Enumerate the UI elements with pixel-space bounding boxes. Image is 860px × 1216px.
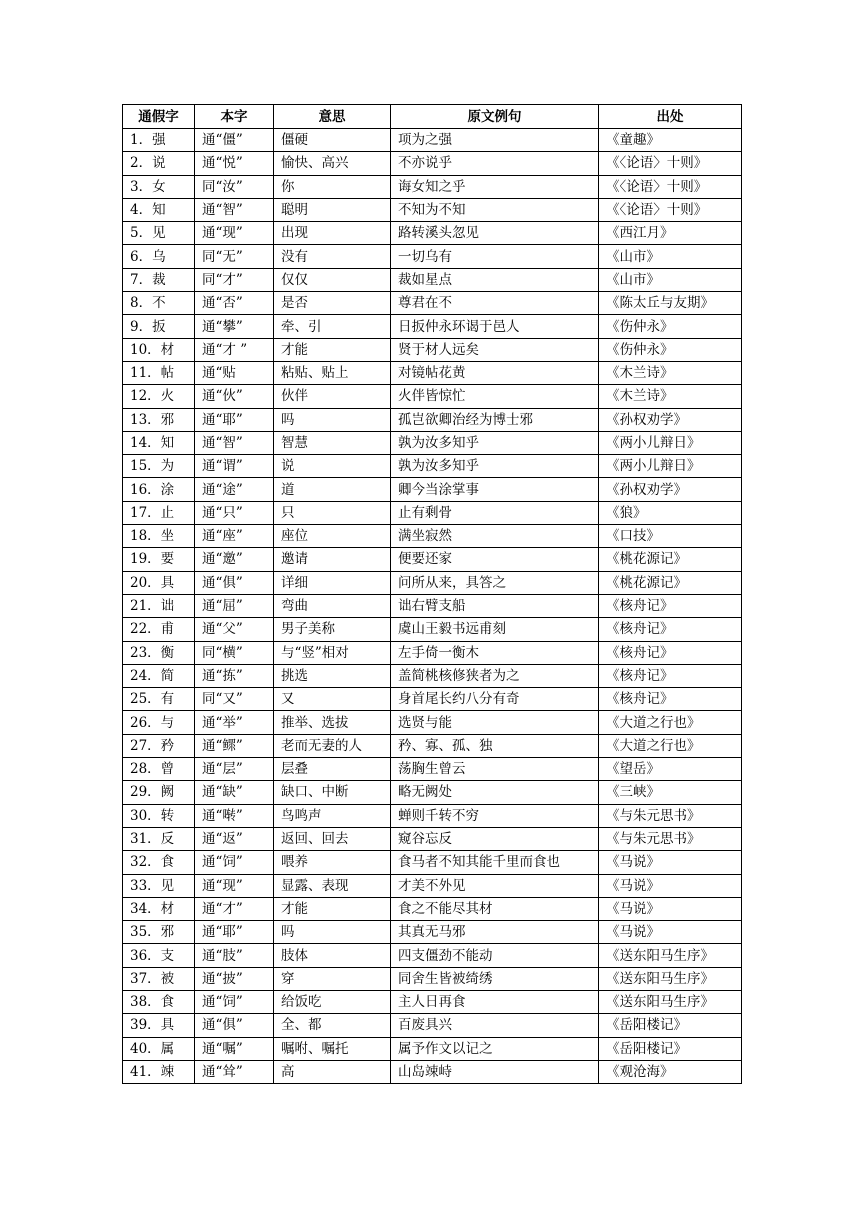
cell-source: 《岳阳楼记》 <box>599 1037 742 1060</box>
cell-meaning: 鸟鸣声 <box>274 804 391 827</box>
cell-meaning: 智慧 <box>274 431 391 454</box>
cell-example: 左手倚一衡木 <box>391 641 599 664</box>
table-row <box>123 478 742 501</box>
cell-source: 《狼》 <box>599 501 742 524</box>
table-row <box>123 827 742 850</box>
cell-example: 盖简桃核修狭者为之 <box>391 664 599 687</box>
cell-meaning: 详细 <box>274 571 391 594</box>
cell-benzi: 通“僵” <box>195 129 274 152</box>
table-row <box>123 268 742 291</box>
cell-source: 《孙权劝学》 <box>599 478 742 501</box>
cell-example: 同舍生皆被绮绣 <box>391 967 599 990</box>
cell-example: 食马者不知其能千里而食也 <box>391 851 599 874</box>
cell-meaning: 缺口、中断 <box>274 781 391 804</box>
cell-tongjiazi: 17．止 <box>123 501 195 524</box>
cell-source: 《两小儿辩日》 <box>599 455 742 478</box>
cell-source: 《两小儿辩日》 <box>599 431 742 454</box>
cell-example: 不知为不知 <box>391 198 599 221</box>
cell-tongjiazi: 29．阙 <box>123 781 195 804</box>
cell-benzi: 通“俱” <box>195 1014 274 1037</box>
cell-source: 《木兰诗》 <box>599 361 742 384</box>
cell-tongjiazi: 22．甫 <box>123 618 195 641</box>
header-tongjiazi: 通假字 <box>123 105 195 129</box>
cell-source: 《伤仲永》 <box>599 338 742 361</box>
table-row <box>123 548 742 571</box>
cell-tongjiazi: 24．简 <box>123 664 195 687</box>
cell-tongjiazi: 16．涂 <box>123 478 195 501</box>
cell-meaning: 聪明 <box>274 198 391 221</box>
cell-tongjiazi: 20．具 <box>123 571 195 594</box>
table-row <box>123 525 742 548</box>
cell-tongjiazi: 4．知 <box>123 198 195 221</box>
cell-example: 食之不能尽其材 <box>391 897 599 920</box>
cell-meaning: 推举、选拔 <box>274 711 391 734</box>
cell-tongjiazi: 10．材 <box>123 338 195 361</box>
table-row <box>123 1037 742 1060</box>
table-row <box>123 408 742 431</box>
cell-benzi: 通“鳏” <box>195 734 274 757</box>
cell-benzi: 通“智” <box>195 431 274 454</box>
cell-benzi: 通“啭” <box>195 804 274 827</box>
table-row <box>123 1014 742 1037</box>
cell-example: 才美不外见 <box>391 874 599 897</box>
cell-meaning: 才能 <box>274 338 391 361</box>
table-row <box>123 501 742 524</box>
cell-source: 《马说》 <box>599 874 742 897</box>
cell-example: 孤岂欲卿治经为博士邪 <box>391 408 599 431</box>
table-row <box>123 175 742 198</box>
table-row <box>123 781 742 804</box>
table-header-row <box>123 105 742 129</box>
cell-example: 火伴皆惊忙 <box>391 385 599 408</box>
table-row <box>123 245 742 268</box>
header-example: 原文例句 <box>391 105 599 129</box>
cell-source: 《核舟记》 <box>599 688 742 711</box>
cell-tongjiazi: 18．坐 <box>123 525 195 548</box>
cell-example: 项为之强 <box>391 129 599 152</box>
cell-meaning: 嘱咐、嘱托 <box>274 1037 391 1060</box>
cell-meaning: 穿 <box>274 967 391 990</box>
cell-meaning: 道 <box>274 478 391 501</box>
cell-benzi: 同“才” <box>195 268 274 291</box>
cell-source: 《与朱元思书》 <box>599 804 742 827</box>
cell-benzi: 同“无” <box>195 245 274 268</box>
cell-example: 身首尾长约八分有奇 <box>391 688 599 711</box>
table-row <box>123 734 742 757</box>
table-row <box>123 944 742 967</box>
cell-meaning: 才能 <box>274 897 391 920</box>
cell-meaning: 肢体 <box>274 944 391 967</box>
cell-source: 《三峡》 <box>599 781 742 804</box>
table-row <box>123 385 742 408</box>
cell-meaning: 座位 <box>274 525 391 548</box>
cell-tongjiazi: 31．反 <box>123 827 195 850</box>
table-row <box>123 152 742 175</box>
cell-source: 《木兰诗》 <box>599 385 742 408</box>
cell-source: 《送东阳马生序》 <box>599 990 742 1013</box>
cell-benzi: 通“层” <box>195 758 274 781</box>
table-row <box>123 758 742 781</box>
cell-benzi: 通“攀” <box>195 315 274 338</box>
cell-benzi: 通“否” <box>195 292 274 315</box>
cell-tongjiazi: 12．火 <box>123 385 195 408</box>
table-row <box>123 688 742 711</box>
table-row <box>123 874 742 897</box>
table-row <box>123 198 742 221</box>
cell-example: 主人日再食 <box>391 990 599 1013</box>
cell-example: 虞山王毅书远甫刻 <box>391 618 599 641</box>
cell-tongjiazi: 14．知 <box>123 431 195 454</box>
cell-tongjiazi: 2．说 <box>123 152 195 175</box>
cell-source: 《大道之行也》 <box>599 711 742 734</box>
cell-tongjiazi: 27．矜 <box>123 734 195 757</box>
cell-tongjiazi: 25．有 <box>123 688 195 711</box>
cell-tongjiazi: 33．见 <box>123 874 195 897</box>
table-row <box>123 571 742 594</box>
cell-tongjiazi: 3．女 <box>123 175 195 198</box>
cell-meaning: 仅仅 <box>274 268 391 291</box>
cell-tongjiazi: 15．为 <box>123 455 195 478</box>
table-body <box>123 129 742 1084</box>
cell-source: 《孙权劝学》 <box>599 408 742 431</box>
cell-tongjiazi: 9．扳 <box>123 315 195 338</box>
cell-tongjiazi: 1．强 <box>123 129 195 152</box>
cell-source: 《伤仲永》 <box>599 315 742 338</box>
cell-tongjiazi: 37．被 <box>123 967 195 990</box>
cell-tongjiazi: 40．属 <box>123 1037 195 1060</box>
cell-example: 百废具兴 <box>391 1014 599 1037</box>
cell-example: 诲女知之乎 <box>391 175 599 198</box>
cell-meaning: 喂养 <box>274 851 391 874</box>
header-source: 出处 <box>599 105 742 129</box>
cell-meaning: 挑选 <box>274 664 391 687</box>
cell-source: 《岳阳楼记》 <box>599 1014 742 1037</box>
table-row <box>123 338 742 361</box>
cell-source: 《陈太丘与友期》 <box>599 292 742 315</box>
header-benzi: 本字 <box>195 105 274 129</box>
table-row <box>123 711 742 734</box>
cell-meaning: 愉快、高兴 <box>274 152 391 175</box>
table-row <box>123 804 742 827</box>
cell-meaning: 全、都 <box>274 1014 391 1037</box>
table-row <box>123 431 742 454</box>
tongjiazi-table <box>122 104 742 1084</box>
table-row <box>123 897 742 920</box>
cell-example: 贤于材人远矣 <box>391 338 599 361</box>
cell-example: 蝉则千转不穷 <box>391 804 599 827</box>
cell-source: 《〈论语〉十则》 <box>599 152 742 175</box>
cell-benzi: 通“才” <box>195 897 274 920</box>
cell-source: 《核舟记》 <box>599 664 742 687</box>
cell-benzi: 通“耶” <box>195 408 274 431</box>
cell-benzi: 通“父” <box>195 618 274 641</box>
table-row <box>123 618 742 641</box>
cell-source: 《送东阳马生序》 <box>599 944 742 967</box>
cell-source: 《童趣》 <box>599 129 742 152</box>
cell-benzi: 通“现” <box>195 874 274 897</box>
cell-tongjiazi: 23．衡 <box>123 641 195 664</box>
cell-benzi: 通“智” <box>195 198 274 221</box>
cell-benzi: 通“饲” <box>195 851 274 874</box>
cell-benzi: 通“嘱” <box>195 1037 274 1060</box>
cell-tongjiazi: 5．见 <box>123 222 195 245</box>
cell-source: 《山市》 <box>599 245 742 268</box>
cell-example: 日扳仲永环谒于邑人 <box>391 315 599 338</box>
cell-meaning: 返回、回去 <box>274 827 391 850</box>
cell-source: 《大道之行也》 <box>599 734 742 757</box>
cell-meaning: 给饭吃 <box>274 990 391 1013</box>
cell-meaning: 吗 <box>274 408 391 431</box>
cell-example: 山岛竦峙 <box>391 1060 599 1083</box>
table-row <box>123 594 742 617</box>
cell-example: 路转溪头忽见 <box>391 222 599 245</box>
cell-benzi: 通“缺” <box>195 781 274 804</box>
table-row <box>123 641 742 664</box>
cell-benzi: 通“谓” <box>195 455 274 478</box>
cell-meaning: 没有 <box>274 245 391 268</box>
cell-tongjiazi: 36．支 <box>123 944 195 967</box>
cell-tongjiazi: 21．诎 <box>123 594 195 617</box>
cell-benzi: 通“肢” <box>195 944 274 967</box>
cell-benzi: 通“俱” <box>195 571 274 594</box>
cell-example: 一切乌有 <box>391 245 599 268</box>
cell-example: 诎右臂支船 <box>391 594 599 617</box>
cell-tongjiazi: 6．乌 <box>123 245 195 268</box>
cell-example: 问所从来，具答之 <box>391 571 599 594</box>
cell-meaning: 高 <box>274 1060 391 1083</box>
table-row <box>123 990 742 1013</box>
cell-meaning: 僵硬 <box>274 129 391 152</box>
table-row <box>123 455 742 478</box>
cell-meaning: 显露、表现 <box>274 874 391 897</box>
cell-example: 卿今当涂掌事 <box>391 478 599 501</box>
cell-benzi: 通“耸” <box>195 1060 274 1083</box>
table-row <box>123 921 742 944</box>
cell-source: 《核舟记》 <box>599 618 742 641</box>
cell-meaning: 邀请 <box>274 548 391 571</box>
cell-benzi: 同“汝” <box>195 175 274 198</box>
cell-source: 《山市》 <box>599 268 742 291</box>
cell-benzi: 通“邀” <box>195 548 274 571</box>
cell-tongjiazi: 34．材 <box>123 897 195 920</box>
cell-example: 满坐寂然 <box>391 525 599 548</box>
cell-example: 对镜帖花黄 <box>391 361 599 384</box>
cell-benzi: 通“举” <box>195 711 274 734</box>
cell-benzi: 同“又” <box>195 688 274 711</box>
cell-source: 《马说》 <box>599 921 742 944</box>
cell-source: 《口技》 <box>599 525 742 548</box>
cell-example: 孰为汝多知乎 <box>391 455 599 478</box>
table-row <box>123 967 742 990</box>
cell-tongjiazi: 26．与 <box>123 711 195 734</box>
cell-example: 便要还家 <box>391 548 599 571</box>
cell-meaning: 弯曲 <box>274 594 391 617</box>
cell-source: 《观沧海》 <box>599 1060 742 1083</box>
cell-tongjiazi: 39．具 <box>123 1014 195 1037</box>
cell-benzi: 通“途” <box>195 478 274 501</box>
header-meaning: 意思 <box>274 105 391 129</box>
cell-example: 略无阙处 <box>391 781 599 804</box>
table-row <box>123 664 742 687</box>
cell-meaning: 是否 <box>274 292 391 315</box>
cell-tongjiazi: 30．转 <box>123 804 195 827</box>
cell-benzi: 通“饲” <box>195 990 274 1013</box>
cell-tongjiazi: 32．食 <box>123 851 195 874</box>
cell-meaning: 老而无妻的人 <box>274 734 391 757</box>
cell-example: 孰为汝多知乎 <box>391 431 599 454</box>
cell-source: 《〈论语〉十则》 <box>599 198 742 221</box>
cell-benzi: 通“只” <box>195 501 274 524</box>
table-row <box>123 1060 742 1083</box>
cell-tongjiazi: 11．帖 <box>123 361 195 384</box>
cell-example: 不亦说乎 <box>391 152 599 175</box>
cell-source: 《桃花源记》 <box>599 548 742 571</box>
cell-meaning: 出现 <box>274 222 391 245</box>
cell-example: 裁如星点 <box>391 268 599 291</box>
cell-source: 《马说》 <box>599 897 742 920</box>
cell-source: 《与朱元思书》 <box>599 827 742 850</box>
cell-benzi: 同“横” <box>195 641 274 664</box>
cell-source: 《马说》 <box>599 851 742 874</box>
cell-meaning: 牵、引 <box>274 315 391 338</box>
cell-example: 窥谷忘反 <box>391 827 599 850</box>
cell-meaning: 粘贴、贴上 <box>274 361 391 384</box>
cell-tongjiazi: 41．竦 <box>123 1060 195 1083</box>
cell-source: 《桃花源记》 <box>599 571 742 594</box>
cell-meaning: 吗 <box>274 921 391 944</box>
cell-source: 《核舟记》 <box>599 594 742 617</box>
cell-benzi: 通“返” <box>195 827 274 850</box>
cell-tongjiazi: 19．要 <box>123 548 195 571</box>
cell-meaning: 男子美称 <box>274 618 391 641</box>
cell-benzi: 通“悦” <box>195 152 274 175</box>
cell-example: 四支僵劲不能动 <box>391 944 599 967</box>
table-row <box>123 361 742 384</box>
table-row <box>123 129 742 152</box>
cell-example: 尊君在不 <box>391 292 599 315</box>
cell-meaning: 你 <box>274 175 391 198</box>
cell-source: 《望岳》 <box>599 758 742 781</box>
cell-meaning: 又 <box>274 688 391 711</box>
cell-benzi: 通“屈” <box>195 594 274 617</box>
table-row <box>123 222 742 245</box>
cell-example: 选贤与能 <box>391 711 599 734</box>
cell-source: 《西江月》 <box>599 222 742 245</box>
cell-meaning: 只 <box>274 501 391 524</box>
cell-example: 止有剩骨 <box>391 501 599 524</box>
cell-benzi: 通“座” <box>195 525 274 548</box>
cell-tongjiazi: 7．裁 <box>123 268 195 291</box>
cell-benzi: 通“拣” <box>195 664 274 687</box>
cell-source: 《核舟记》 <box>599 641 742 664</box>
cell-meaning: 伙伴 <box>274 385 391 408</box>
cell-tongjiazi: 8．不 <box>123 292 195 315</box>
table-row <box>123 851 742 874</box>
cell-meaning: 说 <box>274 455 391 478</box>
cell-example: 荡胸生曾云 <box>391 758 599 781</box>
cell-tongjiazi: 28．曾 <box>123 758 195 781</box>
cell-benzi: 通“耶” <box>195 921 274 944</box>
cell-example: 其真无马邪 <box>391 921 599 944</box>
cell-tongjiazi: 13．邪 <box>123 408 195 431</box>
cell-meaning: 与“竖”相对 <box>274 641 391 664</box>
table-row <box>123 292 742 315</box>
cell-benzi: 通“才 ” <box>195 338 274 361</box>
cell-source: 《送东阳马生序》 <box>599 967 742 990</box>
cell-example: 属予作文以记之 <box>391 1037 599 1060</box>
cell-benzi: 通“披” <box>195 967 274 990</box>
table-row <box>123 315 742 338</box>
cell-tongjiazi: 38．食 <box>123 990 195 1013</box>
cell-example: 矜、寡、孤、独 <box>391 734 599 757</box>
cell-benzi: 通“现” <box>195 222 274 245</box>
cell-benzi: 通“贴 <box>195 361 274 384</box>
cell-benzi: 通“伙” <box>195 385 274 408</box>
cell-source: 《〈论语〉十则》 <box>599 175 742 198</box>
cell-tongjiazi: 35．邪 <box>123 921 195 944</box>
cell-meaning: 层叠 <box>274 758 391 781</box>
